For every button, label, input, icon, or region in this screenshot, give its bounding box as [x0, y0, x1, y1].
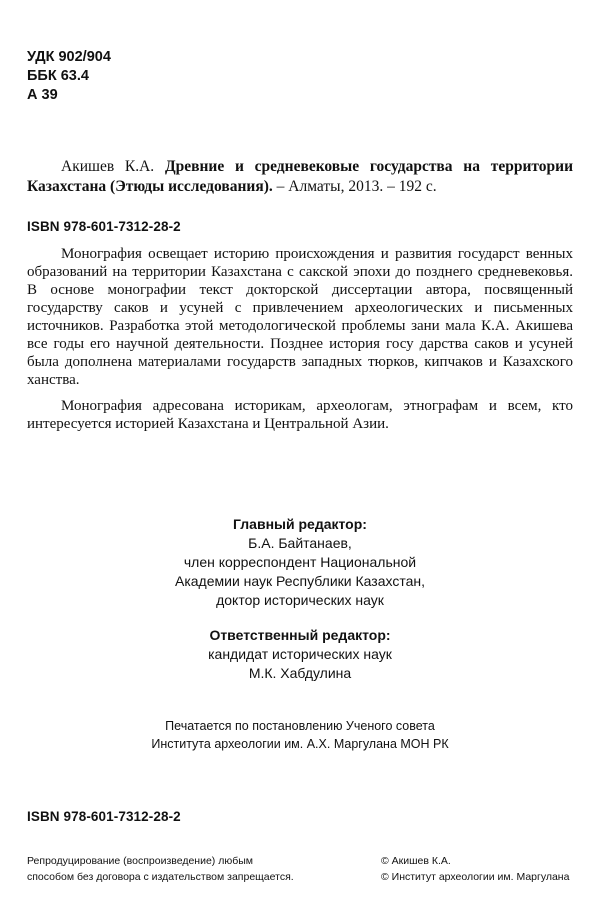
citation-author: Акишев К.А.: [61, 158, 155, 175]
chief-editor-block: [0, 515, 600, 610]
responsible-editor-name: М.К. Хабдулина: [248, 665, 352, 681]
responsible-editor-heading: Ответственный редактор:: [209, 627, 391, 643]
author-mark-code: А 39: [27, 87, 58, 103]
abstract-text-2: Монография адресована историкам, археологам, этнографам и всем, кто интересуется историей Казахстана и Центральной Азии.: [27, 398, 573, 432]
abstract-text-1: Монография освещает историю происхождения и развития государст венных образований на территории Казахстана с сакской эпохи до позднего средневековья. В основе монографии текст докторской диссертации автора, посвященный государству саков и усуней с привлечением археологических и письменных источников. Разработка этой методологической проблемы зани мала К.А. Акишева все годы его научной деятельности. Позднее история госу дарства саков и усуней была дополнена материалами государств западных тюрков, кипчаков и Казахского ханства.: [27, 246, 573, 388]
responsible-editor-degree: кандидат исторических наук: [208, 646, 392, 662]
abstract-paragraph-2: [27, 397, 573, 433]
reproduction-notice: [27, 853, 294, 885]
responsible-editor-block: [0, 626, 600, 683]
copyright-institute: © Институт археологии им. Маргулана: [381, 871, 570, 883]
citation-title: Древние и средневековые государства на территории Казахстана (Этюды исследования).: [27, 158, 574, 195]
isbn-bottom: ISBN 978-601-7312-28-2: [27, 809, 181, 824]
udk-code: УДК 902/904: [27, 49, 111, 65]
publication-note-line-2: Института археологии им. А.Х. Маргулана МОН РК: [151, 737, 449, 751]
copyright-author: © Акишев К.А.: [381, 855, 451, 867]
publication-note-line-1: Печатается по постановлению Ученого совета: [165, 719, 435, 733]
citation: [27, 157, 573, 197]
chief-editor-heading: Главный редактор:: [233, 516, 367, 532]
publication-note: [0, 717, 600, 753]
reproduction-notice-line-1: Репродуцирование (воспроизведение) любым: [27, 855, 253, 867]
citation-imprint: – Алматы, 2013. – 192 с.: [276, 178, 437, 195]
reproduction-notice-line-2: способом без договора с издательством запрещается.: [27, 871, 294, 883]
copyright-notice: [381, 853, 569, 885]
chief-editor-name: Б.А. Байтанаев,: [248, 535, 352, 551]
chief-editor-title-2: Академии наук Республики Казахстан,: [175, 573, 425, 589]
abstract-paragraph-1: [27, 245, 573, 389]
isbn-top: ISBN 978-601-7312-28-2: [27, 219, 181, 234]
bbk-code: ББК 63.4: [27, 68, 89, 84]
chief-editor-title-1: член корреспондент Национальной: [183, 554, 417, 570]
chief-editor-degree: доктор исторических наук: [216, 592, 384, 608]
